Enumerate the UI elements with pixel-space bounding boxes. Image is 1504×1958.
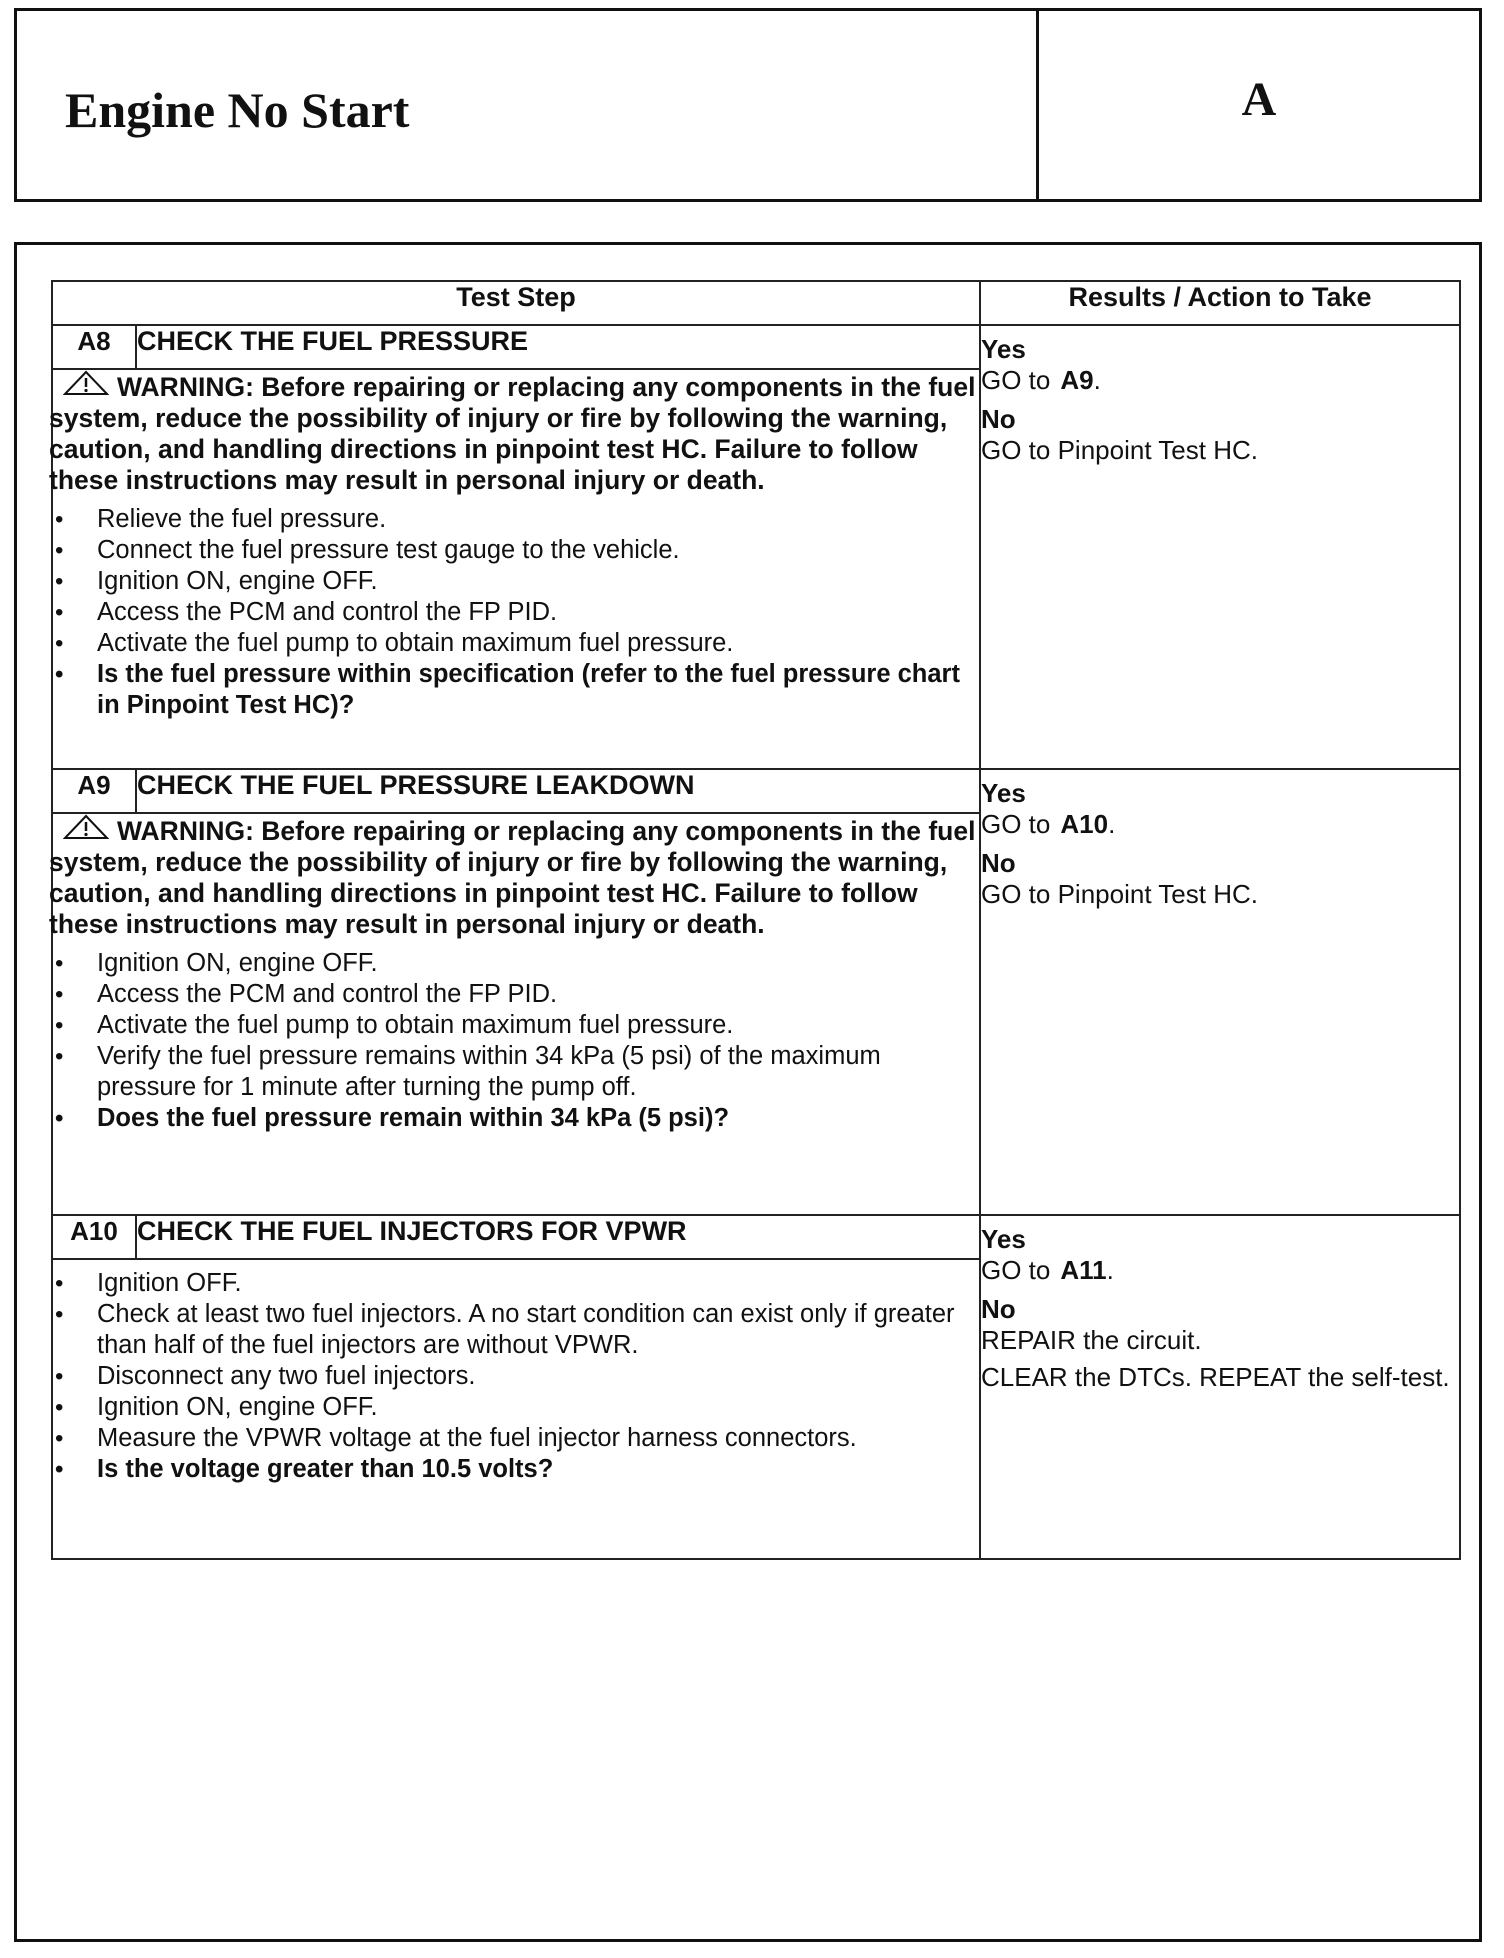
step-id: A8 xyxy=(52,325,136,369)
step-body xyxy=(49,369,980,769)
step-id: A10 xyxy=(52,1215,136,1259)
step-body xyxy=(49,813,980,1215)
list-item: • Ignition ON, engine OFF. xyxy=(53,948,979,979)
list-item: • Connect the fuel pressure test gauge to the vehicle. xyxy=(53,535,979,566)
step-title: CHECK THE FUEL PRESSURE LEAKDOWN xyxy=(136,769,980,813)
step-a9-title-row xyxy=(52,769,1460,813)
page-title: Engine No Start xyxy=(17,11,1039,199)
list-item: • Verify the fuel pressure remains within 34 kPa (5 psi) of the maximum pressure for 1 minute after turning the pump off. xyxy=(53,1041,979,1103)
yes-label: Yes xyxy=(981,778,1026,808)
table-header-row xyxy=(52,281,1460,325)
list-item: • Measure the VPWR voltage at the fuel injector harness connectors. xyxy=(53,1423,979,1454)
page-header xyxy=(14,8,1482,202)
no-label: No xyxy=(981,404,1016,434)
list-item: • Check at least two fuel injectors. A no start condition can exist only if greater than half of the fuel injectors are without VPWR. xyxy=(53,1299,979,1361)
step-a8-title-row xyxy=(52,325,1460,369)
yes-action: GO to A11. xyxy=(981,1255,1114,1285)
warning-block xyxy=(49,814,979,940)
list-item: • Access the PCM and control the FP PID. xyxy=(53,597,979,628)
list-item: • Access the PCM and control the FP PID. xyxy=(53,979,979,1010)
procedure-frame xyxy=(14,242,1482,1942)
step-title: CHECK THE FUEL PRESSURE xyxy=(136,325,980,369)
section-code: A xyxy=(1241,72,1277,126)
warning-label: WARNING: xyxy=(117,816,254,846)
step-title: CHECK THE FUEL INJECTORS FOR VPWR xyxy=(136,1215,980,1259)
list-item: • Activate the fuel pump to obtain maximum fuel pressure. xyxy=(53,1010,979,1041)
column-header-test-step: Test Step xyxy=(52,281,980,325)
no-action: REPAIR the circuit. xyxy=(981,1325,1202,1355)
yes-action: GO to A10. xyxy=(981,809,1116,839)
step-body xyxy=(52,1259,980,1559)
yes-prefix: GO to xyxy=(981,1255,1051,1285)
list-item: • Ignition ON, engine OFF. xyxy=(53,566,979,597)
list-item: • Ignition OFF. xyxy=(53,1268,979,1299)
no-action: GO to Pinpoint Test HC. xyxy=(981,879,1258,909)
yes-prefix: GO to xyxy=(981,365,1051,395)
yes-action: GO to A9. xyxy=(981,365,1101,395)
warning-triangle-icon xyxy=(63,814,109,840)
column-header-results: Results / Action to Take xyxy=(980,281,1460,325)
yes-prefix: GO to xyxy=(981,809,1051,839)
yes-target: A9 xyxy=(1060,365,1094,395)
list-item: • Relieve the fuel pressure. xyxy=(53,504,979,535)
no-label: No xyxy=(981,848,1016,878)
yes-target: A11 xyxy=(1060,1255,1107,1285)
test-question: • Does the fuel pressure remain within 34 kPa (5 psi)? xyxy=(53,1103,979,1134)
no-action-2: CLEAR the DTCs. REPEAT the self-test. xyxy=(981,1362,1450,1392)
test-question: • Is the fuel pressure within specification (refer to the fuel pressure chart in Pinpoint Test HC)? xyxy=(53,659,979,721)
step-id: A9 xyxy=(52,769,136,813)
no-label: No xyxy=(981,1294,1016,1324)
yes-target: A10 xyxy=(1060,809,1109,839)
yes-label: Yes xyxy=(981,1224,1026,1254)
test-question: • Is the voltage greater than 10.5 volts? xyxy=(53,1454,979,1485)
step-a9-result xyxy=(980,769,1460,1215)
list-item: • Disconnect any two fuel injectors. xyxy=(53,1361,979,1392)
step-a10-result xyxy=(980,1215,1460,1559)
instruction-list xyxy=(53,504,979,721)
step-a10-title-row xyxy=(52,1215,1460,1259)
yes-label: Yes xyxy=(981,334,1026,364)
warning-triangle-icon xyxy=(63,370,109,396)
warning-text: Before repairing or replacing any components in the fuel system, reduce the possibility of injury or fire by following the warning, caution, and handling directions in pinpoint test HC. Failure to follow these instructions may result in personal injury or death. xyxy=(49,816,976,939)
warning-text: Before repairing or replacing any components in the fuel system, reduce the possibility of injury or fire by following the warning, caution, and handling directions in pinpoint test HC. Failure to follow these instructions may result in personal injury or death. xyxy=(49,372,976,495)
instruction-list xyxy=(53,1268,979,1485)
step-a8-result xyxy=(980,325,1460,769)
warning-block xyxy=(49,370,979,496)
warning-label: WARNING: xyxy=(117,372,254,402)
list-item: • Ignition ON, engine OFF. xyxy=(53,1392,979,1423)
no-action: GO to Pinpoint Test HC. xyxy=(981,435,1258,465)
list-item: • Activate the fuel pump to obtain maximum fuel pressure. xyxy=(53,628,979,659)
instruction-list xyxy=(53,948,979,1134)
test-step-table xyxy=(51,280,1461,1560)
